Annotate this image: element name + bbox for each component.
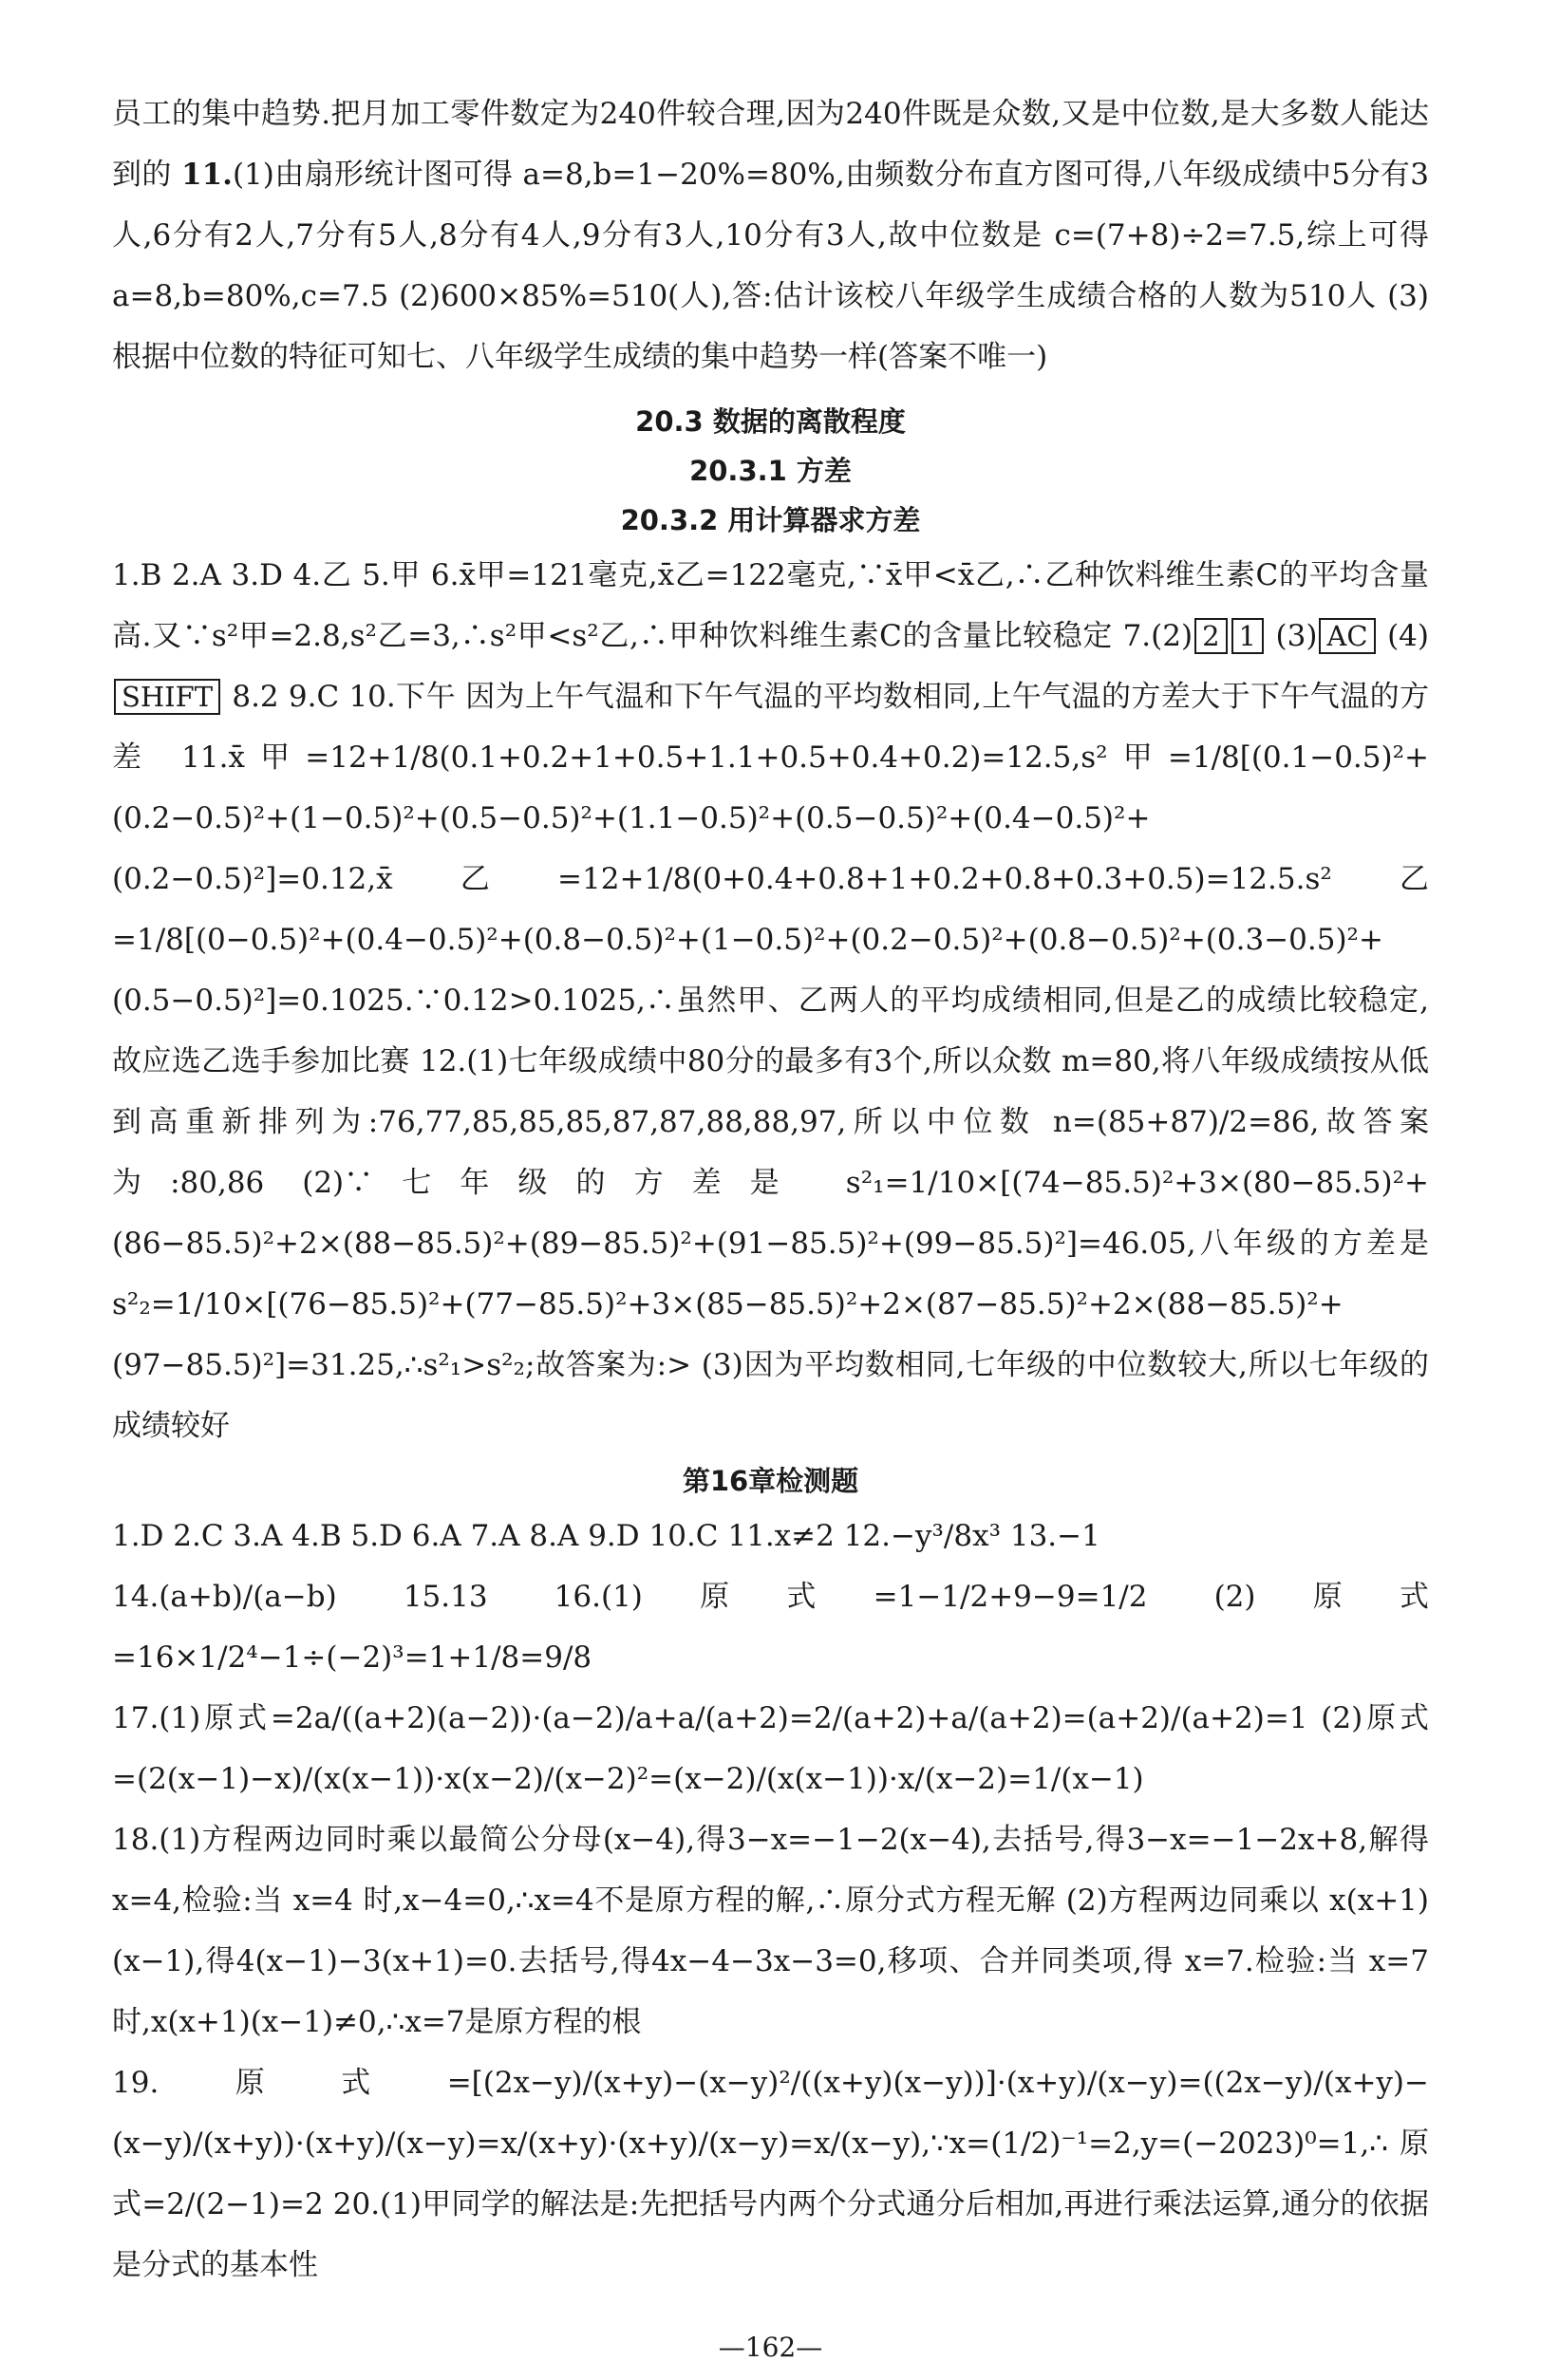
answer-7-part4: (4): [1387, 619, 1429, 653]
answer-12: 12.(1)七年级成绩中80分的最多有3个,所以众数 m=80,将八年级成绩按从低到高重新排列为:76,77,85,85,85,87,87,88,88,97,所以中位数 n=(85+87)/2=86,故答案为:80,86 (2)∵七年级的方差是 s²₁=1/10×[(74−85.5)²+3×(80−85.5)²+(86−85.5)²+2×(88−85.5)²+(89−85.5)²+(91−85.5)²+(99−85.5)²]=46.05,八年级的方差是 s²₂=1/10×[(76−85.5)²+(77−85.5)²+3×(85−85.5)²+2×(87−85.5)²+2×(88−85.5)²+(97−85.5)²]=31.25,∴s²₁>s²₂;故答案为:> (3)因为平均数相同,七年级的中位数较大,所以七年级的成绩较好: [112, 1044, 1429, 1443]
q11-number: 11.: [181, 158, 233, 192]
paragraph-203-answers: [112, 545, 1429, 1456]
calculator-key-2: 2: [1194, 618, 1227, 654]
q11-text: (1)由扇形统计图可得 a=8,b=1−20%=80%,由频数分布直方图可得,八年级成绩中5分有3人,6分有2人,7分有5人,8分有4人,9分有3人,10分有3人,故中位数是 c=(7+8)÷2=7.5,综上可得 a=8,b=80%,c=7.5 (2)600×85%=510(人),答:估计该校八年级学生成绩合格的人数为510人 (3)根据中位数的特征可知七、八年级学生成绩的集中趋势一样(答案不唯一): [112, 158, 1430, 374]
answers-1-7: 1.B 2.A 3.D 4.乙 5.甲 6.x̄甲=121毫克,x̄乙=122毫克,∵x̄甲<x̄乙,∴乙种饮料维生素C的平均含量高.又∵s²甲=2.8,s²乙=3,∴s²甲<s²乙,∴甲种饮料维生素C的含量比较稳定 7.(2): [112, 558, 1429, 653]
paragraph-ch16-1: 1.D 2.C 3.A 4.B 5.D 6.A 7.A 8.A 9.D 10.C 11.x≠2 12.−y³/8x³ 13.−1: [112, 1519, 1100, 1553]
calculator-key-shift: SHIFT: [114, 679, 220, 715]
answer-11: 11.x̄甲=12+1/8(0.1+0.2+1+0.5+1.1+0.5+0.4+0.2)=12.5,s²甲=1/8[(0.1−0.5)²+(0.2−0.5)²+(1−0.5)²+(0.5−0.5)²+(1.1−0.5)²+(0.5−0.5)²+(0.4−0.5)²+(0.2−0.5)²]=0.12,x̄乙=12+1/8(0+0.4+0.8+1+0.2+0.8+0.3+0.5)=12.5.s²乙=1/8[(0−0.5)²+(0.4−0.5)²+(0.8−0.5)²+(1−0.5)²+(0.2−0.5)²+(0.8−0.5)²+(0.3−0.5)²+(0.5−0.5)²]=0.1025.∵0.12>0.1025,∴虽然甲、乙两人的平均成绩相同,但是乙的成绩比较稳定,故应选乙选手参加比赛: [112, 740, 1430, 1078]
paragraph-ch16-2: 14.(a+b)/(a−b) 15.13 16.(1)原式=1−1/2+9−9=1/2 (2)原式=16×1/2⁴−1÷(−2)³=1+1/8=9/8: [112, 1580, 1429, 1675]
chapter-16-heading: 第16章检测题: [682, 1465, 859, 1497]
section-heading-20-3: 20.3 数据的离散程度: [635, 405, 906, 438]
page-number: —162—: [718, 2332, 823, 2363]
paragraph-ch16-4: 18.(1)方程两边同时乘以最简公分母(x−4),得3−x=−1−2(x−4),去括号,得3−x=−1−2x+8,解得 x=4,检验:当 x=4 时,x−4=0,∴x=4不是原方程的解,∴原分式方程无解 (2)方程两边同乘以 x(x+1)(x−1),得4(x−1)−3(x+1)=0.去括号,得4x−4−3x−3=0,移项、合并同类项,得 x=7.检验:当 x=7 时,x(x+1)(x−1)≠0,∴x=7是原方程的根: [112, 1823, 1429, 2039]
calculator-key-ac: AC: [1319, 618, 1375, 654]
section-heading-20-3-1: 20.3.1 方差: [689, 455, 852, 487]
section-heading-20-3-2: 20.3.2 用计算器求方差: [620, 504, 921, 536]
answers-8-10: 8.2 9.C 10.下午 因为上午气温和下午气温的平均数相同,上午气温的方差大于下午气温的方差: [112, 680, 1429, 775]
answer-7-part3: (3): [1275, 619, 1318, 653]
paragraph-top: [112, 84, 1429, 387]
paragraph-ch16-5: 19.原式=[(2x−y)/(x+y)−(x−y)²/((x+y)(x−y))]·(x+y)/(x−y)=((2x−y)/(x+y)−(x−y)/(x+y))·(x+y)/(x−y)=x/(x+y)·(x+y)/(x−y)=x/(x−y),∵x=(1/2)⁻¹=2,y=(−2023)⁰=1,∴原式=2/(2−1)=2 20.(1)甲同学的解法是:先把括号内两个分式通分后相加,再进行乘法运算,通分的依据是分式的基本性: [112, 2066, 1429, 2282]
calculator-key-1: 1: [1231, 618, 1264, 654]
top-text: 员工的集中趋势.把月加工零件数定为240件较合理,因为240件既是众数,又是中位数,是大多数人能达到的: [112, 97, 1429, 192]
paragraph-ch16-3: 17.(1)原式=2a/((a+2)(a−2))·(a−2)/a+a/(a+2)=2/(a+2)+a/(a+2)=(a+2)/(a+2)=1 (2)原式=(2(x−1)−x)/(x(x−1))·x(x−2)/(x−2)²=(x−2)/(x(x−1))·x/(x−2)=1/(x−1): [112, 1701, 1429, 1796]
